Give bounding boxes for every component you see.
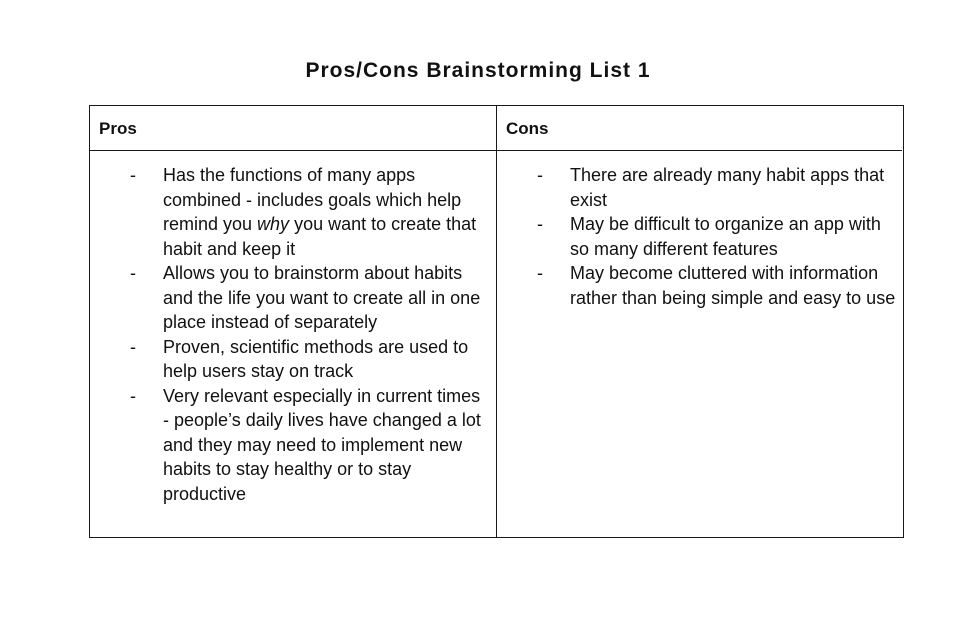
bullet-dash: - — [130, 336, 136, 357]
pros-list-item — [130, 384, 489, 507]
pros-item-text: Proven, scientific methods are used to help users stay on track — [163, 336, 469, 381]
pros-list — [130, 163, 489, 506]
pros-column — [90, 106, 497, 537]
pros-item-text: Very relevant especially in current times - people’s daily lives have changed a lot and they may need to implement new habits to stay healthy or to stay productive — [163, 385, 481, 504]
document-title: Pros/Cons Brainstorming List 1 — [305, 59, 651, 82]
bullet-dash: - — [130, 385, 136, 406]
cons-header: Cons — [506, 119, 549, 138]
pros-header-row — [90, 106, 496, 151]
bullet-dash: - — [537, 165, 543, 185]
pros-item-text: you want to create that habit and keep it — [163, 214, 477, 259]
bullet-dash: - — [130, 263, 136, 283]
cons-header-row — [497, 106, 902, 151]
cons-list-item — [537, 261, 896, 310]
cons-item-text: May be difficult to organize an app with so many different features — [570, 214, 881, 259]
cons-column — [497, 106, 902, 537]
pros-cons-table — [89, 105, 904, 538]
cons-list — [537, 163, 896, 310]
pros-header: Pros — [99, 119, 137, 138]
pros-item-text: Has the functions of many apps combined - includes goals which help remind you — [163, 165, 462, 234]
cons-list-item — [537, 212, 896, 261]
pros-list-item — [130, 261, 489, 335]
bullet-dash: - — [537, 214, 543, 234]
cons-item-text: May become cluttered with information rather than being simple and easy to use — [570, 263, 896, 308]
cons-list-item — [537, 163, 896, 212]
pros-item-emphasis: why — [257, 214, 290, 234]
cons-item-text: There are already many habit apps that exist — [570, 165, 885, 210]
pros-list-item — [130, 163, 489, 261]
pros-item-text: Allows you to brainstorm about habits and the life you want to create all in one place instead of separately — [163, 263, 481, 332]
pros-list-item — [130, 335, 489, 384]
bullet-dash: - — [130, 165, 136, 185]
bullet-dash: - — [537, 263, 543, 283]
